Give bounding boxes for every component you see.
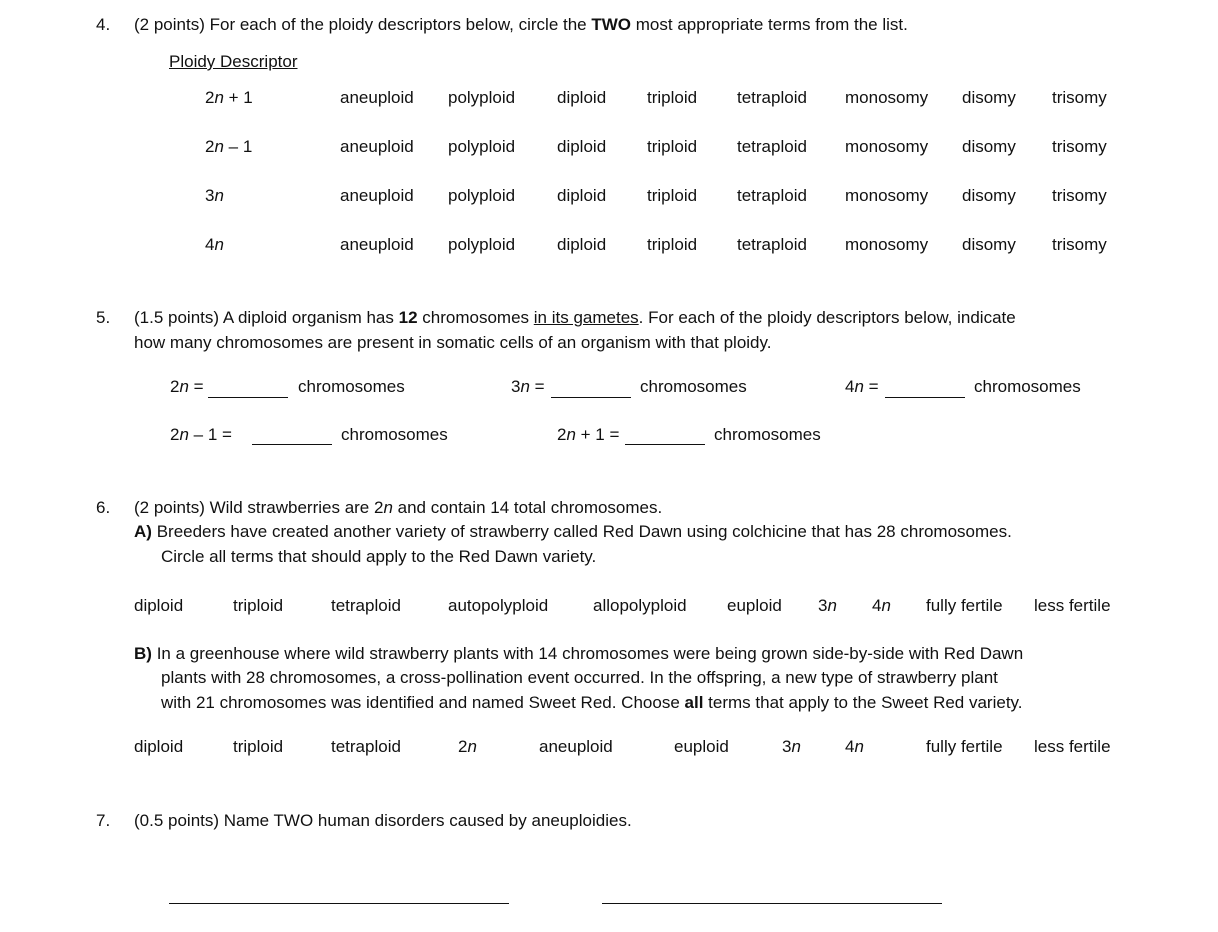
- q5-b1-pre: 3: [511, 377, 521, 396]
- q4-descriptor-num: 2: [205, 137, 215, 156]
- q5-blank-2n-plus-1: [557, 425, 619, 445]
- q5-answer-line-4n[interactable]: [885, 397, 965, 398]
- q4-descriptor: [205, 137, 252, 157]
- q4-term[interactable]: trisomy: [1052, 137, 1107, 156]
- q4-term[interactable]: diploid: [557, 186, 607, 205]
- q5-blank-2n-minus-1: [170, 425, 232, 445]
- q5-answer-line-2n-plus-1[interactable]: [625, 444, 705, 445]
- q5-b0-pre: 2: [170, 377, 180, 396]
- q5-b4-word: chromosomes: [714, 425, 821, 444]
- q5-b1-word: chromosomes: [640, 377, 747, 396]
- q7-number: 7.: [96, 811, 111, 830]
- q6-b-line3-a: with 21 chromosomes was identified and named Sweet Red. Choose: [161, 693, 680, 712]
- q6-term[interactable]: less fertile: [1034, 596, 1111, 615]
- q6-term[interactable]: diploid: [134, 737, 184, 756]
- q4-text-before: For each of the ploidy descriptors below, circle the: [209, 15, 587, 34]
- q4-term[interactable]: polyploid: [448, 235, 516, 254]
- q5-b4-n: n: [566, 425, 576, 444]
- q6-term[interactable]: fully fertile: [926, 596, 1003, 615]
- q6-b-line3-b: terms that apply to the Sweet Red variety.: [708, 693, 1023, 712]
- q6-b-line3: [161, 693, 1023, 713]
- q4-term[interactable]: trisomy: [1052, 235, 1107, 254]
- q5-b3-word: chromosomes: [341, 425, 448, 444]
- q4-term[interactable]: tetraploid: [737, 137, 807, 156]
- q4-term[interactable]: monosomy: [845, 88, 929, 107]
- q7-prompt: [134, 811, 632, 831]
- q6-a-line1: [134, 522, 1012, 542]
- q4-term[interactable]: trisomy: [1052, 186, 1107, 205]
- q5-line1: [134, 308, 1016, 328]
- q4-descriptor-n: n: [214, 88, 224, 107]
- q5-line1-c: . For each of the ploidy descriptors below, indicate: [638, 308, 1016, 327]
- q4-term[interactable]: aneuploid: [340, 186, 414, 205]
- q5-line1-b: chromosomes: [422, 308, 530, 327]
- q5-line2: how many chromosomes are present in somatic cells of an organism with that ploidy.: [134, 333, 772, 352]
- q5-line1-underline: in its gametes: [533, 308, 639, 327]
- q4-term[interactable]: triploid: [647, 235, 698, 254]
- q4-number: 4.: [96, 15, 111, 34]
- q5-blank-4n: [845, 377, 879, 397]
- q4-descriptor-n: n: [214, 137, 224, 156]
- q6-term[interactable]: less fertile: [1034, 737, 1111, 756]
- q6-term[interactable]: tetraploid: [331, 596, 401, 615]
- q5-blank-3n: [511, 377, 545, 397]
- q4-descriptor-n: n: [214, 235, 224, 254]
- q4-term[interactable]: triploid: [647, 186, 698, 205]
- q6-b-line1-text: In a greenhouse where wild strawberry plants with 14 chromosomes were being grown side-by-side with Red Dawn: [156, 644, 1024, 663]
- q5-b0-post: =: [188, 377, 204, 396]
- q6-a-label: A): [134, 522, 152, 541]
- q5-line1-a: A diploid organism has: [222, 308, 394, 327]
- q5-b2-post: =: [863, 377, 879, 396]
- q7-answer-line-1[interactable]: [169, 903, 509, 904]
- q4-descriptor-num: 4: [205, 235, 215, 254]
- q4-descriptor: [205, 186, 224, 206]
- q4-term[interactable]: triploid: [647, 137, 698, 156]
- q6-b-line3-bold: all: [684, 693, 704, 712]
- q5-number: 5.: [96, 308, 111, 327]
- q4-descriptor-num: 2: [205, 88, 215, 107]
- q5-answer-line-2n-minus-1[interactable]: [252, 444, 332, 445]
- q6-term[interactable]: fully fertile: [926, 737, 1003, 756]
- q6-term[interactable]: autopolyploid: [448, 596, 549, 615]
- q5-answer-line-3n[interactable]: [551, 397, 631, 398]
- q6-number: 6.: [96, 498, 111, 517]
- q5-b3-post: – 1 =: [188, 425, 232, 444]
- q6-term[interactable]: diploid: [134, 596, 184, 615]
- q4-term[interactable]: diploid: [557, 137, 607, 156]
- q4-bold: TWO: [591, 15, 632, 34]
- q5-b1-post: =: [529, 377, 545, 396]
- q6-term[interactable]: aneuploid: [539, 737, 613, 756]
- q4-term[interactable]: aneuploid: [340, 235, 414, 254]
- q6-b-line1: [134, 644, 1023, 664]
- q6-line1-n: n: [383, 498, 393, 517]
- q4-term[interactable]: monosomy: [845, 137, 929, 156]
- q6-points: (2 points): [134, 498, 205, 517]
- q4-term[interactable]: aneuploid: [340, 137, 414, 156]
- q7-points: (0.5 points): [134, 811, 220, 830]
- q6-term[interactable]: 4n: [845, 737, 864, 756]
- q6-line1-b: and contain 14 total chromosomes.: [392, 498, 663, 517]
- q6-term[interactable]: 2n: [458, 737, 477, 756]
- q5-answer-line-2n[interactable]: [208, 397, 288, 398]
- q4-term[interactable]: monosomy: [845, 235, 929, 254]
- q7-answer-line-2[interactable]: [602, 903, 942, 904]
- q4-term[interactable]: disomy: [962, 235, 1016, 254]
- q6-term[interactable]: allopolyploid: [593, 596, 687, 615]
- q6-b-label: B): [134, 644, 152, 663]
- q4-term[interactable]: triploid: [647, 88, 698, 107]
- q5-b2-pre: 4: [845, 377, 855, 396]
- q4-descriptor-suffix: + 1: [223, 88, 253, 107]
- q5-b0-word: chromosomes: [298, 377, 405, 396]
- q5-b2-n: n: [854, 377, 864, 396]
- q4-term[interactable]: disomy: [962, 186, 1016, 205]
- q6-term[interactable]: 3n: [818, 596, 837, 615]
- q6-term[interactable]: triploid: [233, 737, 284, 756]
- q4-term[interactable]: polyploid: [448, 88, 516, 107]
- q6-term[interactable]: euploid: [727, 596, 782, 615]
- q6-term[interactable]: euploid: [674, 737, 729, 756]
- q6-b-line2: plants with 28 chromosomes, a cross-pollination event occurred. In the offspring, a new type of strawberry plant: [161, 668, 998, 687]
- q6-a-line1-text: Breeders have created another variety of strawberry called Red Dawn using colchicine that has 28 chromosomes.: [156, 522, 1012, 541]
- q5-b0-n: n: [179, 377, 189, 396]
- q4-term[interactable]: polyploid: [448, 186, 516, 205]
- q4-term[interactable]: diploid: [557, 235, 607, 254]
- q5-blank-2n: [170, 377, 204, 397]
- q4-descriptor-num: 3: [205, 186, 215, 205]
- q4-prompt: [134, 15, 908, 35]
- q4-term[interactable]: monosomy: [845, 186, 929, 205]
- q4-descriptor-suffix: – 1: [223, 137, 253, 156]
- q4-descriptor: [205, 88, 253, 108]
- q4-term[interactable]: trisomy: [1052, 88, 1107, 107]
- q4-points: (2 points): [134, 15, 205, 34]
- q6-a-line2: Circle all terms that should apply to the Red Dawn variety.: [161, 547, 597, 566]
- q5-b3-pre: 2: [170, 425, 180, 444]
- q4-term[interactable]: tetraploid: [737, 88, 807, 107]
- q4-term[interactable]: tetraploid: [737, 235, 807, 254]
- q6-line1: [134, 498, 662, 518]
- q4-term[interactable]: disomy: [962, 88, 1016, 107]
- q4-text-after: most appropriate terms from the list.: [635, 15, 908, 34]
- q5-b4-post: + 1 =: [575, 425, 620, 444]
- q5-b2-word: chromosomes: [974, 377, 1081, 396]
- q4-term[interactable]: tetraploid: [737, 186, 807, 205]
- q4-term[interactable]: diploid: [557, 88, 607, 107]
- q4-descriptor-n: n: [214, 186, 224, 205]
- q4-term[interactable]: aneuploid: [340, 88, 414, 107]
- q6-term[interactable]: tetraploid: [331, 737, 401, 756]
- q5-b1-n: n: [520, 377, 530, 396]
- q5-line1-bold: 12: [398, 308, 418, 327]
- q5-b3-n: n: [179, 425, 189, 444]
- q6-term[interactable]: 3n: [782, 737, 801, 756]
- q6-term[interactable]: 4n: [872, 596, 891, 615]
- q5-b4-pre: 2: [557, 425, 567, 444]
- q5-points: (1.5 points): [134, 308, 220, 327]
- q4-header: Ploidy Descriptor: [169, 52, 298, 71]
- q6-term[interactable]: triploid: [233, 596, 284, 615]
- q7-text: Name TWO human disorders caused by aneuploidies.: [223, 811, 632, 830]
- q6-line1-a: Wild strawberries are 2: [209, 498, 384, 517]
- q4-descriptor: [205, 235, 224, 255]
- q4-term[interactable]: polyploid: [448, 137, 516, 156]
- q4-term[interactable]: disomy: [962, 137, 1016, 156]
